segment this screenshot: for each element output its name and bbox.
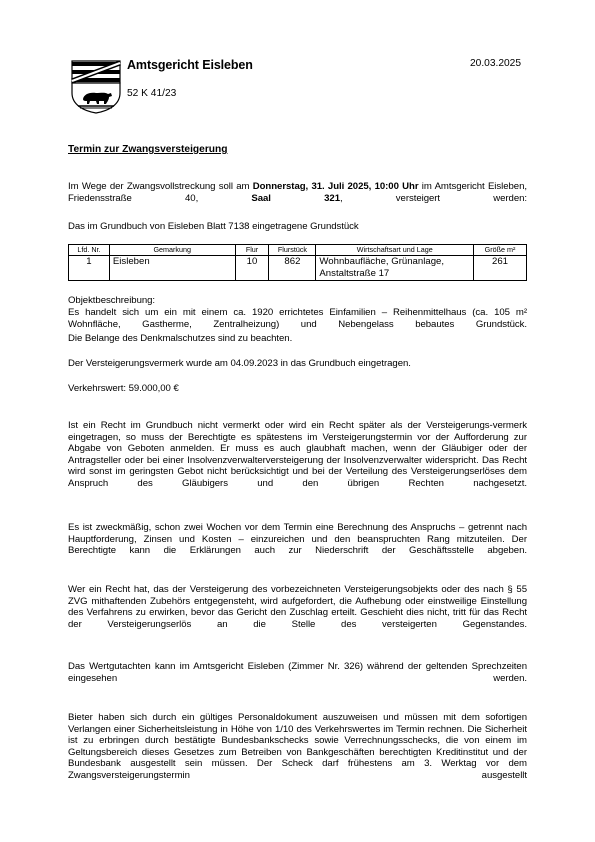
intro-text-2: im Amtsgericht Eisleben, Friedensstraße 40, xyxy=(68,181,527,204)
col-header-gemarkung: Gemarkung xyxy=(109,245,235,256)
cell-gemarkung: Eisleben xyxy=(109,256,235,281)
paragraph-appraisal: Das Wertgutachten kann im Amtsgericht Eisleben (Zimmer Nr. 326) während der geltenden Sprechzeiten eingesehen werden. xyxy=(68,661,527,684)
auction-note: Der Versteigerungsvermerk wurde am 04.09.2023 in das Grundbuch eingetragen. xyxy=(68,358,411,369)
monument-note: Die Belange des Denkmalschutzes sind zu beachten. xyxy=(68,333,293,344)
paragraph-claim-calculation: Es ist zweckmäßig, schon zwei Wochen vor dem Termin eine Berechnung des Anspruchs – getrennt nach Hauptforderung, Zinsen und Kosten – einzureichen und den beanspruchten Rang mitzuteilen. Der Berechtigte kann die Erklärungen auch zur Niederschrift der Geschäftsstelle abgeben. xyxy=(68,522,527,556)
cell-groesse: 261 xyxy=(474,256,527,281)
col-header-groesse: Größe m² xyxy=(474,245,527,256)
market-value: Verkehrswert: 59.000,00 € xyxy=(68,383,179,394)
col-header-lage: Wirtschaftsart und Lage xyxy=(316,245,474,256)
grundbuch-statement: Das im Grundbuch von Eisleben Blatt 7138 eingetragene Grundstück xyxy=(68,221,359,232)
cell-flurstueck: 862 xyxy=(269,256,316,281)
auction-date: Donnerstag, 31. Juli 2025, 10:00 Uhr xyxy=(252,181,419,192)
col-header-flurstueck: Flurstück xyxy=(269,245,316,256)
court-name: Amtsgericht Eisleben xyxy=(127,58,253,72)
object-description-heading: Objektbeschreibung: xyxy=(68,295,156,306)
paragraph-rights-registration: Ist ein Recht im Grundbuch nicht vermerkt oder wird ein Recht später als der Versteigerungs-vermerk eingetragen, so muss der Berechtigte es spätestens im Versteigerungstermin vor der Aufforderung zur Abgabe von Geboten anmelden. Er muss es auch glaubhaft machen, wenn der Gläubiger oder der Antragsteller oder bei einer Insolvenzverwalterversteigerung der Insolvenzverwalter widerspricht. Das Recht wird sonst im geringsten Gebot nicht berücksichtigt und bei der Verteilung des Versteigerungserlöses dem Anspruch des Gläubigers und den übrigen Rechten nachgesetzt. xyxy=(68,420,527,489)
coat-of-arms-icon xyxy=(68,59,124,114)
property-table xyxy=(68,244,527,281)
object-description: Es handelt sich um ein mit einem ca. 1920 errichtetes Einfamilien – Reihenmittelhaus (ca. 105 m² Wohnfläche, Gastherme, Zentralheizung) und Nebengelass bebautes Grundstück. xyxy=(68,307,527,330)
paragraph-opposing-rights: Wer ein Recht hat, das der Versteigerung des vorbezeichneten Versteigerungsobjekts oder des nach § 55 ZVG mithaftenden Zubehörs entgegensteht, wird aufgefordert, die Aufhebung oder einstweilige Einstellung des Verfahrens zu erwirken, bevor das Gericht den Zuschlag erteilt. Geschieht dies nicht, tritt für das Recht der Versteigerungserlös an die Stelle des versteigerten Gegenstandes. xyxy=(68,584,527,630)
intro-text-1: Im Wege der Zwangsvollstreckung soll am xyxy=(68,181,253,192)
intro-text-3: , versteigert werden: xyxy=(339,192,527,204)
case-reference: 52 K 41/23 xyxy=(127,88,177,99)
table-row xyxy=(69,256,527,281)
lage-line-1: Wohnbaufläche, Grünanlage, xyxy=(319,256,445,267)
cell-lage xyxy=(316,256,474,281)
paragraph-bidder-security: Bieter haben sich durch ein gültiges Personaldokument auszuweisen und müssen mit dem sofortigen Verlangen einer Sicherheitsleistung in Höhe von 1/10 des Verkehrswertes im Termin rechnen. Die Sicherheit ist zu erbringen durch bestätigte Bundesbankschecks sowie Verrechnungsschecks, die von einem im Geltungsbereich dieses Gesetzes zum Betreiben von Bankgeschäften berechtigten Kreditinstitut und der Bundesbank ausgestellt sein müssen. Der Scheck darf frühestens am 3. Werktag vor dem Zwangsversteigerungstermin ausgestellt xyxy=(68,712,527,781)
cell-lfd: 1 xyxy=(69,256,110,281)
table-header-row xyxy=(69,245,527,256)
col-header-flur: Flur xyxy=(235,245,269,256)
auction-room: Saal 321 xyxy=(251,192,340,204)
col-header-lfd: Lfd. Nr. xyxy=(69,245,110,256)
intro-paragraph xyxy=(68,181,527,216)
cell-flur: 10 xyxy=(235,256,269,281)
lage-line-2: Anstaltstraße 17 xyxy=(319,267,390,279)
document-title: Termin zur Zwangsversteigerung xyxy=(68,144,228,155)
document-date: 20.03.2025 xyxy=(470,58,521,69)
